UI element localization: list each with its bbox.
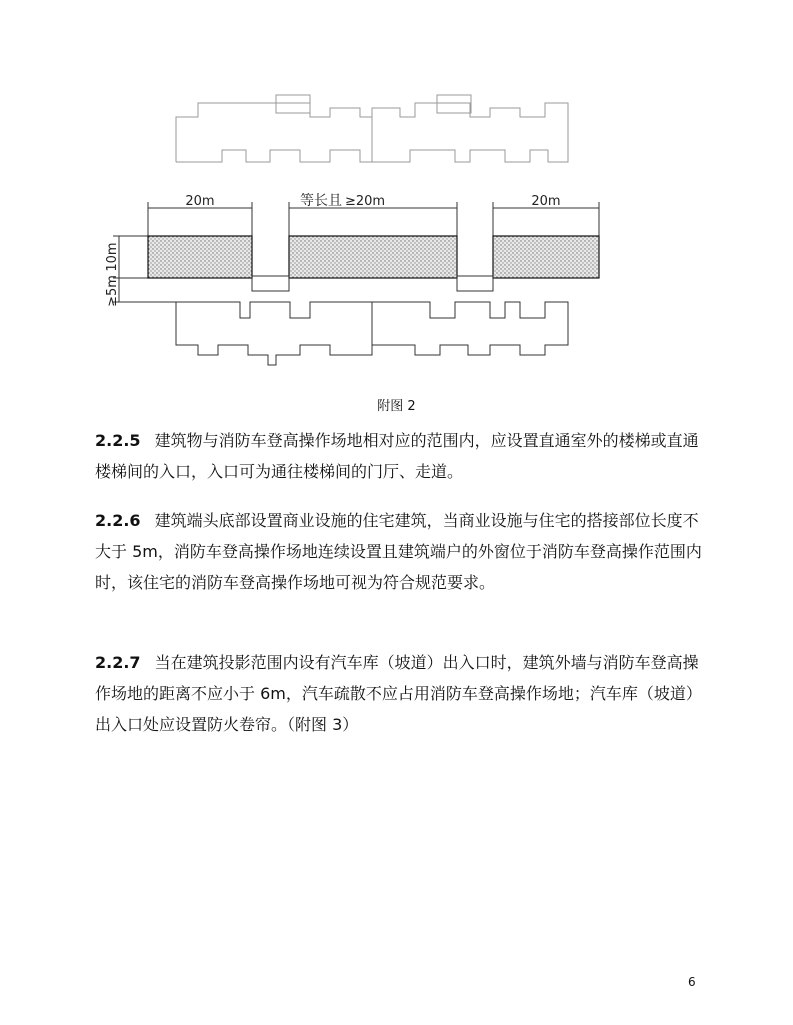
- clause-number: 2.2.7: [95, 653, 141, 672]
- dimension-label-left: 20m: [185, 194, 215, 209]
- upper-stair-tower-left: [276, 95, 310, 113]
- clause-2-2-5: [95, 425, 707, 487]
- dimension-label-gap: ≥5m: [105, 275, 120, 307]
- site-plan-drawing: [0, 0, 793, 380]
- dimension-label-height: 10m: [105, 242, 120, 272]
- clause-number: 2.2.6: [95, 511, 141, 530]
- clause-2-2-6: [95, 505, 707, 598]
- clause-text: 当在建筑投影范围内设有汽车库（坡道）出入口时，建筑外墙与消防车登高操作场地的距离不应小于 6m，汽车疏散不应占用消防车登高操作场地；汽车库（坡道）出入口处应设置防火卷帘。（附图 3）: [95, 653, 702, 734]
- operation-area-middle: [289, 236, 457, 278]
- clause-number: 2.2.5: [95, 431, 141, 450]
- dimension-label-middle-prefix: 等长且: [300, 193, 342, 209]
- clause-text: 建筑物与消防车登高操作场地相对应的范围内，应设置直通室外的楼梯或直通楼梯间的入口，入口可为通往楼梯间的门厅、走道。: [95, 431, 699, 481]
- clause-2-2-7: [95, 647, 707, 740]
- site-plan-figure: [0, 0, 793, 380]
- figure-caption: 附图 2: [377, 399, 416, 414]
- operation-areas: [148, 236, 599, 278]
- operation-area-right: [493, 236, 599, 278]
- operation-area-left: [148, 236, 252, 278]
- dimension-label-middle: ≥20m: [345, 194, 386, 209]
- upper-building-outline: [176, 95, 568, 162]
- page-number: 6: [688, 975, 696, 989]
- lower-building-outline: [176, 302, 568, 365]
- dimension-label-right: 20m: [531, 194, 561, 209]
- clause-text: 建筑端头底部设置商业设施的住宅建筑，当商业设施与住宅的搭接部位长度不大于 5m，消防车登高操作场地连续设置且建筑端户的外窗位于消防车登高操作范围内时，该住宅的消防车登高操作场地可视为符合规范要求。: [95, 511, 702, 592]
- upper-stair-tower-right: [437, 95, 471, 113]
